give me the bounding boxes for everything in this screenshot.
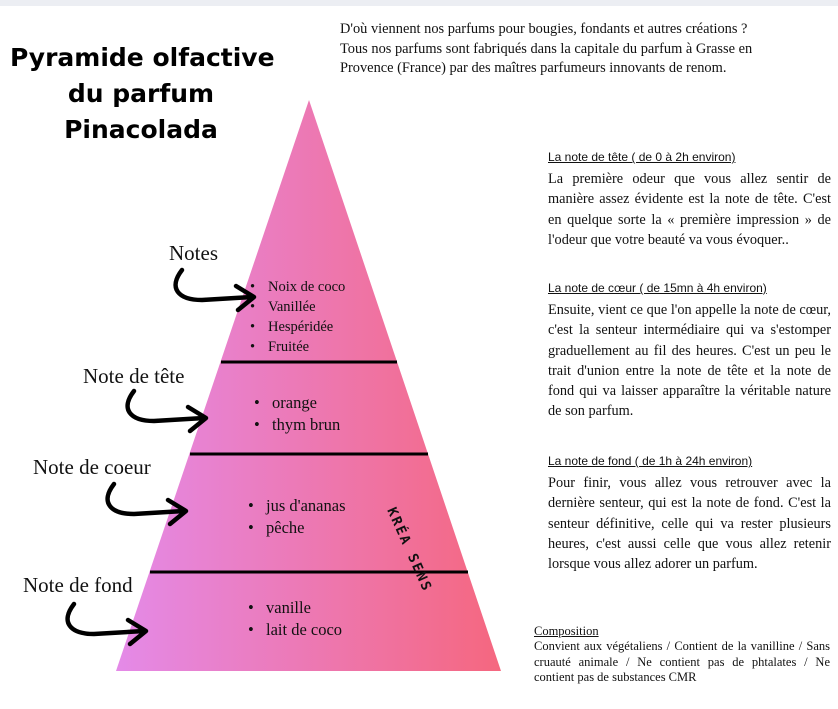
brand-stamp: KRÉA SENS [383,505,436,595]
intro-line: Tous nos parfums sont fabriqués dans la capitale du parfum à Grasse en [340,40,753,57]
intro-line: D'où viennent nos parfums pour bougies, fondants et autres créations ? [340,21,748,37]
section-coeur [548,280,831,422]
composition-heading: Composition [534,624,599,638]
fond-notes-list [246,597,342,641]
section-heading: La note de tête ( de 0 à 2h environ) [548,150,736,164]
curved-arrow-icon [100,478,200,538]
title-line: du parfum [67,79,215,108]
section-body: Ensuite, vient ce que l'on appelle la note de cœur, c'est la senteur intermédiaire qui va s'estomper graduellement au fil des heures. C'est un peu le trait d'union entre la note de tête et la note de fond qui va laisser apparaître la véritable nature de son parfum. [548,302,831,420]
level-label-coeur: Note de coeur [33,455,151,479]
list-item: • Fruitée [248,337,345,357]
section-heading: La note de cœur ( de 15mn à 4h environ) [548,281,767,295]
curved-arrow-icon [120,385,220,445]
section-heading: La note de fond ( de 1h à 24h environ) [548,454,753,468]
list-item: • vanille [246,597,342,619]
section-fond [548,453,831,574]
tete-notes-list [252,392,340,436]
level-label-fond: Note de fond [23,573,133,597]
composition-body: Convient aux végétaliens / Contient de la vanilline / Sans cruauté animale / Ne contient pas de phtalates / Ne contient pas de substances CMR [534,639,830,684]
list-item: • thym brun [252,414,340,436]
section-tete [548,149,831,250]
section-body: Pour finir, vous allez vous retrouver avec la dernière senteur, qui est la note de fond. C'est la senteur définitive, celle qui va rester plusieurs heures, c'est aussi celle que vous allez retenir lorsque vous allez adorer un parfum. [548,475,831,573]
coeur-notes-list [246,495,346,539]
curved-arrow-icon [60,598,160,658]
intro-line: Provence (France) par des maîtres parfumeurs innovants de renom. [340,60,727,76]
list-item: • jus d'ananas [246,495,346,517]
composition-block [534,624,830,686]
notes-list [248,277,345,357]
list-item: • Hespéridée [248,317,345,337]
list-item: • lait de coco [246,619,342,641]
title-line: Pinacolada [64,115,218,144]
section-body: La première odeur que vous allez sentir de manière assez évidente est la note de tête. C'est en quelque sorte la « première impression » de l'odeur que votre beauté va vous évoquer.. [548,171,831,248]
list-item: • orange [252,392,340,414]
list-item: • Vanillée [248,297,345,317]
list-item: • Noix de coco [248,277,345,297]
title-line: Pyramide olfactive [10,43,275,72]
list-item: • pêche [246,517,346,539]
level-label-tete: Note de tête [83,364,185,388]
level-label-notes: Notes [169,241,218,265]
